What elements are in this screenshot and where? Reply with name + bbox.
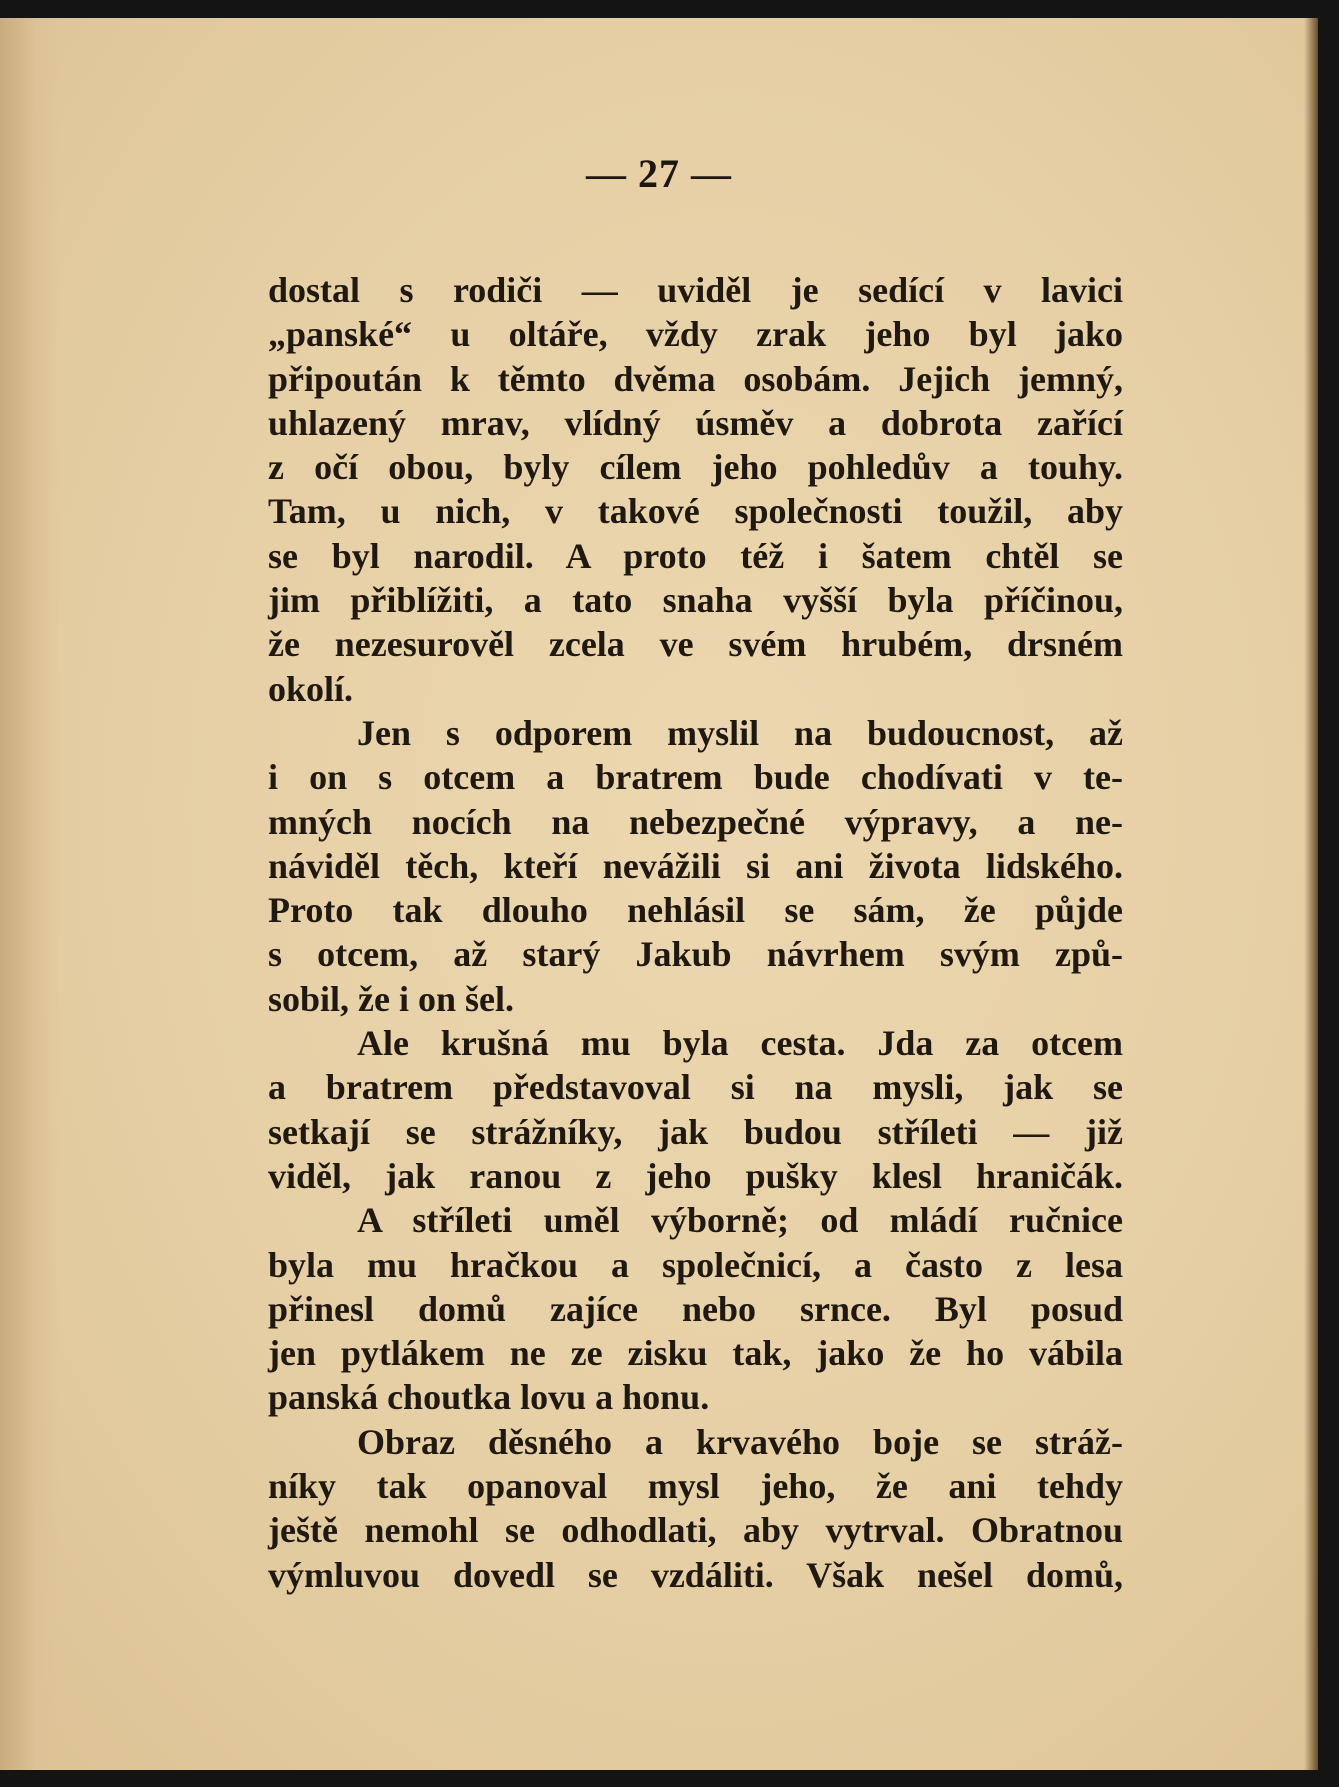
paragraph-start-line: A stříleti uměl výborně; od mládí ručnice — [357, 1200, 1123, 1241]
text-line: že nezesurověl zcela ve svém hrubém, drsném — [268, 624, 1123, 665]
text-line: z očí obou, byly cílem jeho pohledův a touhy. — [268, 447, 1123, 488]
text-line: mných nocích na nebezpečné výpravy, a ne- — [268, 801, 1123, 842]
paragraph-start-line: Ale krušná mu byla cesta. Jda za otcem — [357, 1023, 1123, 1064]
paragraph-start-line: Obraz děsného a krvavého boje se stráž- — [357, 1421, 1123, 1462]
spine-shadow — [0, 18, 60, 1770]
body-text — [268, 268, 1123, 1597]
text-line: okolí. — [268, 668, 354, 709]
text-line: níky tak opanoval mysl jeho, že ani tehdy — [268, 1466, 1123, 1507]
text-line: „panské“ u oltáře, vždy zrak jeho byl jako — [268, 314, 1123, 355]
text-line: se byl narodil. A proto též i šatem chtěl se — [268, 535, 1123, 576]
text-line: sobil, že i on šel. — [268, 978, 515, 1019]
text-line: jim přiblížiti, a tato snaha vyšší byla příčinou, — [268, 580, 1123, 621]
book-page — [0, 18, 1318, 1770]
text-line: setkají se strážníky, jak budou stříleti — již — [268, 1111, 1123, 1152]
text-line: a bratrem představoval si na mysli, jak se — [268, 1067, 1123, 1108]
text-line: Tam, u nich, v takové společnosti toužil, aby — [268, 491, 1123, 532]
paragraph-start-line: Jen s odporem myslil na budoucnost, až — [357, 712, 1123, 753]
text-line: náviděl těch, kteří nevážili si ani života lidského. — [268, 845, 1123, 886]
text-line: panská choutka lovu a honu. — [268, 1377, 710, 1418]
text-line: přinesl domů zajíce nebo srnce. Byl posud — [268, 1288, 1123, 1329]
text-line: byla mu hračkou a společnicí, a často z lesa — [268, 1244, 1123, 1285]
text-line: Proto tak dlouho nehlásil se sám, že půjde — [268, 890, 1123, 931]
page-edge-shadow — [1304, 18, 1318, 1770]
text-line: uhlazený mrav, vlídný úsměv a dobrota zařící — [268, 402, 1123, 443]
text-line: dostal s rodiči — uviděl je sedící v lavici — [268, 270, 1123, 310]
text-line: i on s otcem a bratrem bude chodívati v te- — [268, 757, 1123, 798]
text-line: ještě nemohl se odhodlati, aby vytrval. Obratnou — [268, 1510, 1123, 1551]
text-line: s otcem, až starý Jakub návrhem svým způ- — [268, 934, 1123, 975]
text-line: viděl, jak ranou z jeho pušky klesl hraničák. — [268, 1155, 1123, 1196]
text-line: výmluvou dovedl se vzdáliti. Však nešel domů, — [268, 1554, 1123, 1595]
text-line: jen pytlákem ne ze zisku tak, jako že ho vábila — [268, 1333, 1123, 1374]
page-number: — 27 — — [586, 151, 732, 196]
text-line: připoután k těmto dvěma osobám. Jejich jemný, — [268, 358, 1123, 399]
